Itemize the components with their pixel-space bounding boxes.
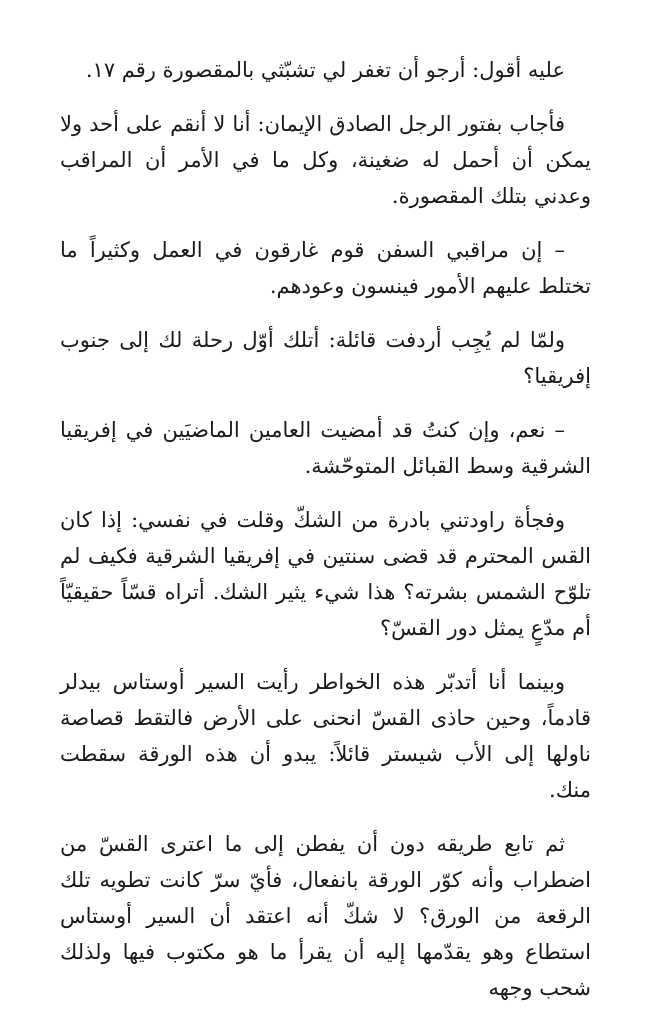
- paragraph-6: وفجأة راودتني بادرة من الشكّ وقلت في نفسي: إذا كان القس المحترم قد قضى سنتين في إفريقيا الشرقية فكيف لم تلوّح الشمس بشرته؟ هذا شيء يثير الشك. أتراه قسّاً حقيقيّاً أم مدّعٍ يمثل دور القسّ؟: [60, 508, 591, 640]
- paragraph-5: – نعم، وإن كنتُ قد أمضيت العامين الماضيَين في إفريقيا الشرقية وسط القبائل المتوحّشة.: [60, 418, 591, 478]
- paragraph-3: – إن مراقبي السفن قوم غارقون في العمل وكثيراً ما تختلط عليهم الأمور فينسون وعودهم.: [60, 238, 591, 298]
- paragraph-4: ولمّا لم يُجِب أردفت قائلة: أتلك أوّل رحلة لك إلى جنوب إفريقيا؟: [60, 328, 591, 388]
- paragraph-2: فأجاب بفتور الرجل الصادق الإيمان: أنا لا أنقم على أحد ولا يمكن أن أحمل له ضغينة، وكل ما في الأمر أن المراقب وعدني بتلك المقصورة.: [60, 112, 591, 208]
- book-page: [60, 52, 591, 1024]
- paragraph-1: عليه أقول: أرجو أن تغفر لي تشبّثي بالمقصورة رقم ١٧.: [85, 58, 565, 82]
- paragraph-8: ثم تابع طريقه دون أن يفطن إلى ما اعترى القسّ من اضطراب وأنه كوّر الورقة بانفعال، فأيّ سرّ كانت تطويه تلك الرقعة من الورق؟ لا شكّ أنه اعتقد أن السير أوستاس استطاع وهو يقدّمها إليه أن يقرأ ما هو مكتوب فيها ولذلك شحب وجهه: [60, 832, 591, 1000]
- paragraph-7: وبينما أنا أتدبّر هذه الخواطر رأيت السير أوستاس بيدلر قادماً، وحين حاذى القسّ انحنى على الأرض فالتقط قصاصة ناولها إلى الأب شيستر قائلاً: يبدو أن هذه الورقة سقطت منك.: [60, 670, 591, 802]
